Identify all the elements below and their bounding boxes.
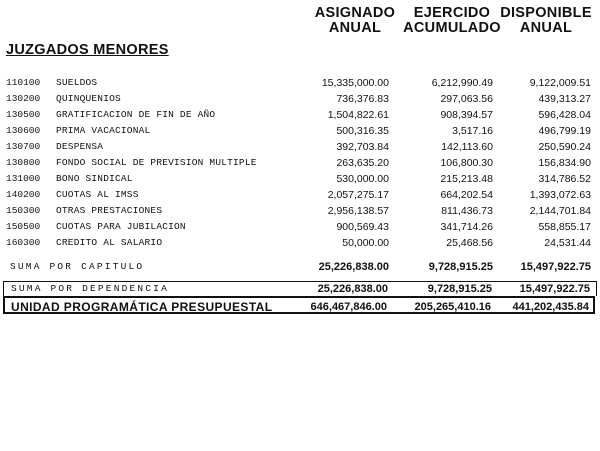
row-ejercido: 6,212,990.49 [431,77,493,89]
row-ejercido: 664,202.54 [440,189,493,201]
row-disponible: 1,393,072.63 [529,189,591,201]
row-code: 130700 [6,141,41,152]
row-code: 130200 [6,93,41,104]
row-asignado: 2,057,275.17 [327,189,389,201]
row-code: 130500 [6,109,41,120]
suma-por-dependencia-row [3,281,597,296]
unidad-label: UNIDAD PROGRAMÁTICA PRESUPUESTAL [11,300,273,314]
suma-capitulo-ejercido: 9,728,915.25 [428,261,493,273]
row-name: GRATIFICACION DE FIN DE AÑO [56,109,216,120]
row-asignado: 500,316.35 [336,125,389,137]
row-name: CUOTAS PARA JUBILACION [56,221,186,232]
header-ejercido-acumulado [402,6,502,36]
row-code: 110100 [6,77,41,88]
suma-dependencia-asignado: 25,226,838.00 [317,283,388,295]
table-row [0,140,600,154]
header-asignado-anual [300,6,410,36]
row-code: 150300 [6,205,41,216]
row-name: PRIMA VACACIONAL [56,125,151,136]
table-row [0,236,600,250]
row-disponible: 314,786.52 [538,173,591,185]
row-name: FONDO SOCIAL DE PREVISION MULTIPLE [56,157,257,168]
row-ejercido: 142,113.60 [441,141,493,153]
unidad-programatica-row [3,296,595,314]
row-name: CUOTAS AL IMSS [56,189,139,200]
row-code: 150500 [6,221,41,232]
suma-capitulo-asignado: 25,226,838.00 [318,261,389,273]
header-ejercido-line1: EJERCIDO [413,5,491,21]
row-disponible: 496,799.19 [538,125,591,137]
unidad-asignado: 646,467,846.00 [310,301,387,313]
row-disponible: 558,855.17 [538,221,591,233]
table-row [0,124,600,138]
row-disponible: 9,122,009.51 [529,77,591,89]
section-title: JUZGADOS MENORES [6,42,169,58]
suma-dependencia-ejercido: 9,728,915.25 [427,283,492,295]
table-row [0,108,600,122]
row-asignado: 15,335,000.00 [321,77,389,89]
suma-capitulo-disponible: 15,497,922.75 [520,261,591,273]
row-ejercido: 106,800.30 [440,157,493,169]
row-name: BONO SINDICAL [56,173,133,184]
table-row [0,172,600,186]
row-code: 130600 [6,125,41,136]
row-disponible: 596,428.04 [538,109,591,121]
row-code: 140200 [6,189,41,200]
table-row [0,220,600,234]
unidad-disponible: 441,202,435.84 [512,301,589,313]
row-asignado: 1,504,822.61 [327,109,389,121]
row-disponible: 439,313.27 [538,93,591,105]
row-asignado: 900,569.43 [336,221,389,233]
row-asignado: 392,703.84 [336,141,389,153]
row-name: DESPENSA [56,141,104,152]
row-disponible: 250,590.24 [538,141,591,153]
table-row [0,188,600,202]
table-row [0,92,600,106]
row-ejercido: 25,468.56 [446,237,493,249]
suma-capitulo-label: SUMA POR CAPITULO [10,261,145,272]
suma-por-capitulo-row [0,260,600,274]
row-asignado: 263,635.20 [336,157,389,169]
header-asignado-line1: ASIGNADO [314,5,396,21]
row-asignado: 2,956,138.57 [327,205,389,217]
header-asignado-line2: ANUAL [328,20,382,36]
row-ejercido: 215,213.48 [440,173,493,185]
row-code: 160300 [6,237,41,248]
row-asignado: 50,000.00 [342,237,389,249]
header-disponible-line1: DISPONIBLE [500,5,592,21]
row-name: CREDITO AL SALARIO [56,237,163,248]
suma-dependencia-disponible: 15,497,922.75 [519,283,590,295]
row-code: 130800 [6,157,41,168]
table-row [0,76,600,90]
row-name: QUINQUENIOS [56,93,121,104]
row-ejercido: 908,394.57 [440,109,493,121]
row-disponible: 156,834.90 [538,157,591,169]
row-name: SUELDOS [56,77,98,88]
row-ejercido: 297,063.56 [440,93,493,105]
row-ejercido: 811,436.73 [441,205,493,217]
row-asignado: 736,376.83 [336,93,389,105]
unidad-ejercido: 205,265,410.16 [414,301,491,313]
suma-dependencia-label: SUMA POR DEPENDENCIA [11,283,170,294]
row-code: 131000 [6,173,41,184]
table-row [0,204,600,218]
row-asignado: 530,000.00 [336,173,389,185]
row-name: OTRAS PRESTACIONES [56,205,163,216]
row-ejercido: 3,517.16 [452,125,493,137]
table-row [0,156,600,170]
header-disponible-anual [494,6,598,36]
header-disponible-line2: ANUAL [519,20,573,36]
row-disponible: 2,144,701.84 [529,205,591,217]
row-ejercido: 341,714.26 [440,221,493,233]
header-ejercido-line2: ACUMULADO [403,20,501,36]
row-disponible: 24,531.44 [544,237,591,249]
